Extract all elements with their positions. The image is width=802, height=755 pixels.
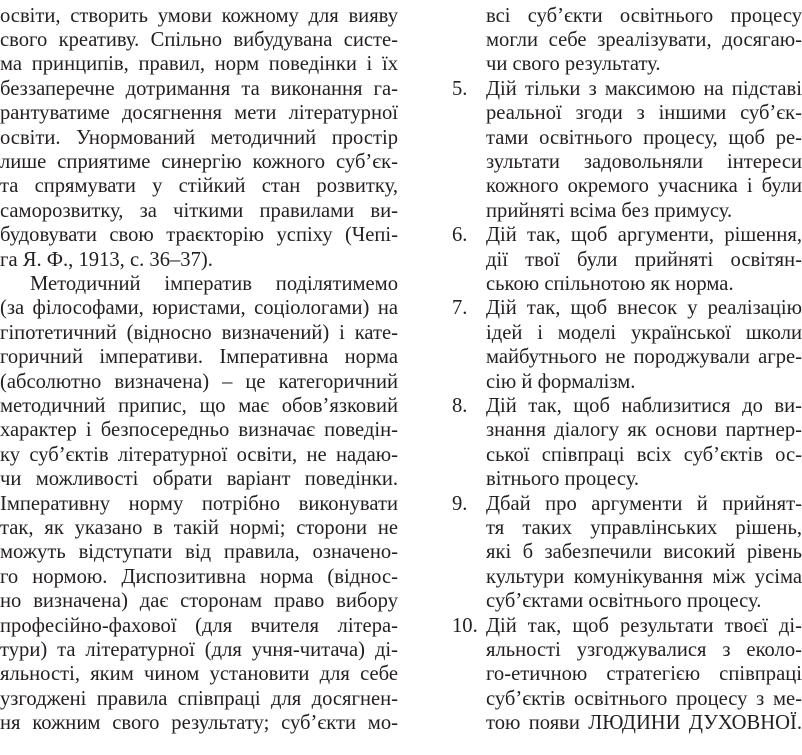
left-text-line: освіти, створить умови кожному для вияву <box>0 4 398 27</box>
list-item-text: кожного окремого учасника і були <box>486 175 802 198</box>
left-text-line: яльності, яким чином установити для себе <box>0 663 398 686</box>
left-text-line: Методичний імператив поділятимемо <box>30 272 398 295</box>
left-text-line: но визначена) дає сторонам право вибору <box>0 590 398 613</box>
list-line <box>452 492 802 516</box>
list-item-text: сію й формалізм. <box>486 370 636 393</box>
list-line <box>452 150 802 174</box>
left-text-line: чи можливості обрати варіант поведінки. <box>0 468 398 491</box>
list-line <box>452 443 802 467</box>
list-line <box>452 248 802 272</box>
list-item-text: го-етичною стратегією співпраці <box>486 663 802 686</box>
list-item-text: культури комунікування між усіма <box>486 565 802 588</box>
list-line <box>452 77 802 101</box>
list-line <box>452 223 802 247</box>
list-item-text: суб’єктами освітнього процесу. <box>486 590 762 613</box>
list-line <box>452 321 802 345</box>
left-text-line: ку суб’єктів літературної освіти, не надаю- <box>0 443 398 466</box>
left-text-line: беззаперечне дотримання та виконання га- <box>0 77 398 100</box>
left-text-line: га Я. Ф., 1913, с. 36–37). <box>0 248 213 271</box>
list-line <box>452 614 802 638</box>
list-line <box>452 687 802 711</box>
list-line <box>452 662 802 686</box>
list-item-number: 10. <box>452 614 478 637</box>
list-item-text: дії твої були прийняті освітян- <box>486 248 802 271</box>
list-item-text: зультати задовольняли інтереси <box>486 150 802 173</box>
list-line <box>452 199 802 223</box>
list-item-text: майбутнього не породжували агре- <box>486 346 802 369</box>
left-text-line: так, як указано в такій нормі; сторони не <box>0 516 398 539</box>
left-text-line: ма принципів, правил, норм поведінки і їх <box>0 53 398 76</box>
list-item-text: могли себе зреалізувати, досягаю- <box>486 28 802 51</box>
list-line <box>452 296 802 320</box>
list-line <box>452 565 802 589</box>
list-item-text: тами освітнього процесу, щоб ре- <box>486 126 802 149</box>
list-item-number: 9. <box>452 492 468 515</box>
list-item-text: тою появи ЛЮДИНИ ДУХОВНОЇ. <box>486 712 802 735</box>
list-item-text: всі суб’єкти освітнього процесу <box>486 4 802 27</box>
list-line <box>452 711 802 735</box>
list-item-text: суб’єктів освітнього процесу з ме- <box>486 687 802 710</box>
list-item-number: 5. <box>452 77 468 100</box>
list-item-text: тя таких управлінських рішень, <box>486 516 802 539</box>
list-item-text: знання діалогу як основи партнер- <box>486 419 802 442</box>
list-line <box>452 52 802 76</box>
list-item-text: чи свого результату. <box>486 53 661 76</box>
list-line <box>452 589 802 613</box>
left-text-line: (абсолютно визначена) – це категоричний <box>0 370 398 393</box>
list-item-text: ської співпраці всіх суб’єктів ос- <box>486 443 802 466</box>
list-item-text: ідей і моделі української школи <box>486 321 802 344</box>
left-text-line: свого креативу. Спільно вибудувана систе- <box>0 28 398 51</box>
list-item-text: яльності узгоджувалися з еколо- <box>486 638 802 661</box>
list-item-text: Дій так, щоб результати твоєї ді- <box>486 614 802 637</box>
list-item-text: Дбай про аргументи й прийнят- <box>486 492 802 515</box>
left-text-line: Імперативну норму потрібно виконувати <box>0 492 398 515</box>
list-line <box>452 174 802 198</box>
left-text-line: методичний припис, що має обов’язковий <box>0 394 398 417</box>
left-text-line: ня кожним свого результату; суб’єкти мо- <box>0 712 398 735</box>
left-text-line: горичний імперативи. Імперативна норма <box>0 346 398 369</box>
list-item-text: Дій так, щоб аргументи, рішення, <box>486 224 802 247</box>
list-line <box>452 418 802 442</box>
list-item-number: 8. <box>452 394 468 417</box>
list-line <box>452 4 802 28</box>
left-text-line: можуть відступати від правила, означено- <box>0 541 398 564</box>
list-line <box>452 272 802 296</box>
list-line <box>452 345 802 369</box>
list-line <box>452 638 802 662</box>
list-line <box>452 394 802 418</box>
left-text-line: освіти. Унормований методичний простір <box>0 126 398 149</box>
list-line <box>452 101 802 125</box>
list-line <box>452 370 802 394</box>
left-text-line: тури) та літературної (для учня-читача) ді- <box>0 638 398 661</box>
list-item-text: вітнього процесу. <box>486 468 640 491</box>
list-item-text: які б забезпечили високий рівень <box>486 541 802 564</box>
list-item-number: 6. <box>452 224 468 247</box>
left-text-line: гіпотетичний (відносно визначений) і кате- <box>0 321 398 344</box>
left-text-line: саморозвитку, за чіткими правилами ви- <box>0 199 398 222</box>
list-item-text: прийняті всіма без примусу. <box>486 199 733 222</box>
left-text-line: рантуватиме досягнення мети літературної <box>0 102 398 125</box>
left-text-line: лише сприятиме синергію кожного суб’єк- <box>0 150 398 173</box>
left-text-line: та спрямувати у стійкий стан розвитку, <box>0 175 398 198</box>
list-line <box>452 516 802 540</box>
left-text-line: (за філософами, юристами, соціологами) на <box>0 297 398 320</box>
list-item-text: Дій так, щоб наблизитися до ви- <box>486 394 802 417</box>
list-item-text: реальної згоди з іншими суб’єк- <box>486 102 802 125</box>
list-line <box>452 540 802 564</box>
list-item-text: Дій так, щоб внесок у реалізацію <box>486 297 802 320</box>
left-text-line: узгоджені правила співпраці для досягнен- <box>0 687 398 710</box>
list-line <box>452 126 802 150</box>
list-item-text: Дій тільки з максимою на підставі <box>486 77 802 100</box>
list-item-number: 7. <box>452 297 468 320</box>
list-line <box>452 467 802 491</box>
list-line <box>452 28 802 52</box>
left-text-line: характер і безпосередньо визначає поведін- <box>0 419 398 442</box>
left-text-line: будовувати свою траєкторію успіху (Чепі- <box>0 224 398 247</box>
list-item-text: ською спільнотою як норма. <box>486 272 734 295</box>
left-text-line: професійно-фахової (для вчителя літера- <box>0 614 398 637</box>
left-text-line: го нормою. Диспозитивна норма (віднос- <box>0 565 398 588</box>
